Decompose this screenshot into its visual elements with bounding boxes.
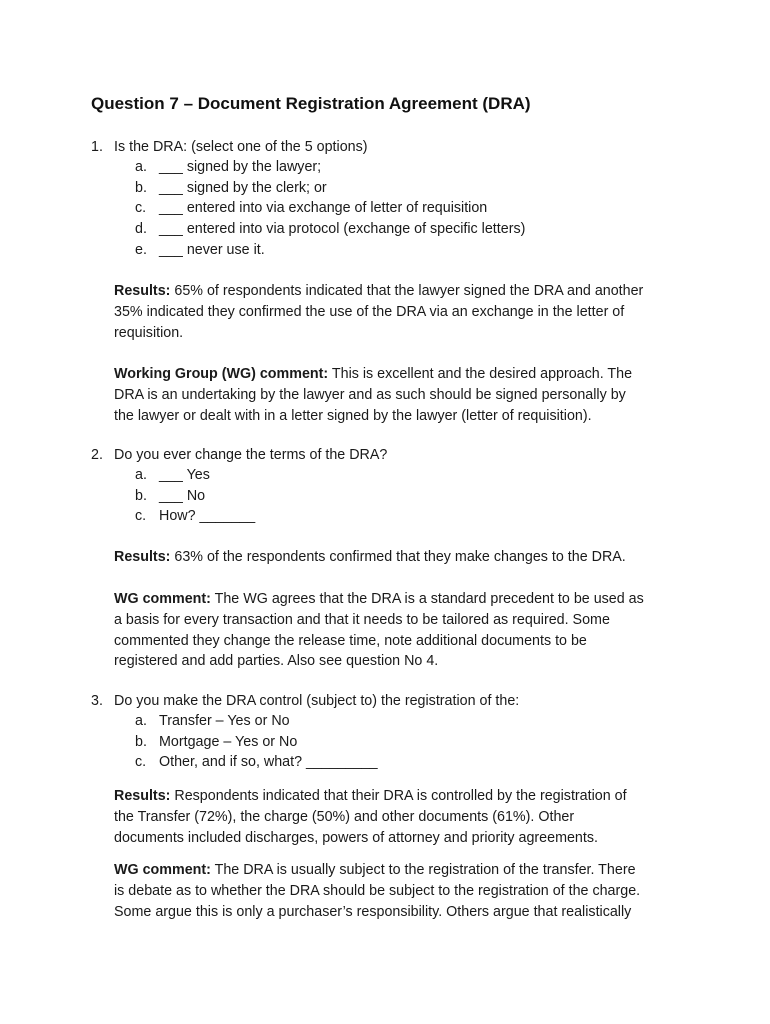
option-text: Transfer – Yes or No: [159, 713, 290, 729]
option-letter: a.: [135, 713, 147, 729]
results-paragraph: Results: Respondents indicated that their DRA is controlled by the registration of the Transfer (72%), the charge (50%) and other documents (61%). Other documents included discharges, powers of attorney and priority agreements.: [114, 788, 627, 846]
wg-comment-paragraph: Working Group (WG) comment: This is excellent and the desired approach. The DRA is an undertaking by the lawyer and as such should be signed personally by the lawyer or dealt with in a letter signed by the lawyer (letter of requisition).: [114, 366, 633, 424]
option-text: ___ signed by the lawyer;: [159, 159, 322, 175]
option-text: ___ never use it.: [159, 241, 265, 258]
results-label: Results:: [114, 788, 171, 804]
results-label: Results:: [114, 283, 171, 299]
option-letter: d.: [135, 221, 147, 238]
question-text: Do you ever change the terms of the DRA?: [114, 447, 388, 463]
question-number: 3.: [91, 693, 103, 709]
results-paragraph: Results: 63% of the respondents confirmed that they make changes to the DRA.: [114, 549, 626, 565]
question-text: Is the DRA: (select one of the 5 options): [114, 139, 368, 155]
option-letter: c.: [135, 754, 147, 771]
option-letter: c.: [135, 508, 147, 525]
results-label: Results:: [114, 549, 171, 565]
option-text: ___ Yes: [159, 467, 210, 483]
option-letter: c.: [135, 200, 147, 217]
option-text: ___ signed by the clerk; or: [159, 179, 327, 196]
wg-comment-paragraph: WG comment: The DRA is usually subject to the registration of the transfer. There is debate as to whether the DRA should be subject to the registration of the charge. Some argue this is only a purchaser’s responsibility. Others argue that realistically: [114, 862, 641, 920]
option-text: Mortgage – Yes or No: [159, 733, 298, 750]
question-text: Do you make the DRA control (subject to) the registration of the:: [114, 693, 520, 709]
option-text: ___ No: [159, 487, 206, 504]
option-letter: a.: [135, 159, 147, 175]
option-letter: b.: [135, 733, 147, 750]
option-text: Other, and if so, what? _________: [159, 754, 378, 771]
option-letter: b.: [135, 179, 147, 196]
wg-comment-label: WG comment:: [114, 591, 211, 607]
option-letter: e.: [135, 241, 147, 258]
option-letter: b.: [135, 487, 147, 504]
option-text: How? _______: [159, 508, 256, 525]
page-title: Question 7 – Document Registration Agreement (DRA): [91, 94, 531, 113]
option-text: ___ entered into via exchange of letter of requisition: [159, 200, 488, 217]
wg-comment-label: Working Group (WG) comment:: [114, 366, 329, 382]
option-text: ___ entered into via protocol (exchange of specific letters): [159, 221, 526, 238]
wg-comment-label: WG comment:: [114, 862, 211, 878]
wg-comment-paragraph: WG comment: The WG agrees that the DRA is a standard precedent to be used as a basis for every transaction and that it needs to be tailored as required. Some commented they change the release time, note additional documents to be registered and add parties. Also see question No 4.: [114, 591, 644, 670]
option-letter: a.: [135, 467, 147, 483]
question-number: 1.: [91, 139, 103, 155]
results-paragraph: Results: 65% of respondents indicated that the lawyer signed the DRA and another 35% indicated they confirmed the use of the DRA via an exchange in the letter of requisition.: [114, 283, 644, 341]
question-number: 2.: [91, 447, 103, 463]
